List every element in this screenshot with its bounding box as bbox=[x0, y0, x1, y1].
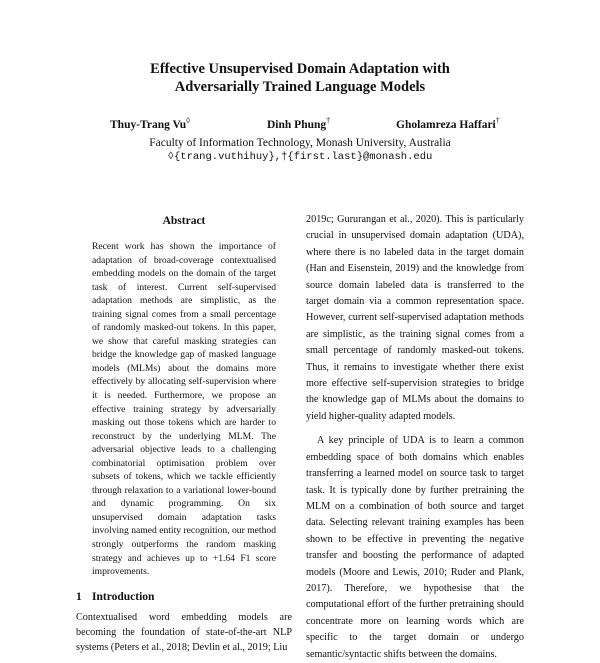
abstract-text: Recent work has shown the importance of adaptation of broad-coverage contextualised embedding models on the domain of the target task of interest. Current self-supervised adaptation methods are simplistic, as the training signal comes from a small percentage of randomly masked-out tokens. In this paper, we show that careful masking strategies can bridge the knowledge gap of masked language models (MLMs) about the domains more effectively by allocating self-supervision where it is needed. Furthermore, we propose an effective training strategy by adversarially masking out those tokens which are harder to reconstruct by the underlying MLM. The adversarial objective leads to a challenging combinatorial optimisation problem over subsets of tokens, which we tackle efficiently through relaxation to a variational lower-bound and dynamic programming. On six unsupervised domain adaptation tasks involving named entity recognition, our method strongly outperforms the random masking strategy and achieves up to +1.64 F1 score improvements. bbox=[92, 241, 276, 578]
title-line-1: Effective Unsupervised Domain Adaptation with bbox=[150, 61, 450, 77]
abstract-heading: Abstract bbox=[162, 215, 206, 227]
left-column bbox=[76, 213, 292, 655]
body-paragraph-1: 2019c; Gururangan et al., 2020). This is particularly crucial in unsupervised domain adaptation (UDA), where there is no labeled data in the target domain (Han and Eisenstein, 2019) and the knowledge from source domain labeled data is transferred to the target domain via a common representation space. However, current self-supervised adaptation methods are simplistic, as the training signal comes from a small percentage of randomly masked-out tokens. Thus, it remains to investigate whether there exist more effective self-supervision strategies to bridge the knowledge gap of MLMs about the domains to yield higher-quality adapted models. bbox=[306, 214, 524, 422]
paper-title bbox=[0, 60, 600, 96]
author-name: Dinh Phung bbox=[267, 119, 327, 131]
author-list bbox=[0, 116, 600, 135]
intro-paragraph: Contextualised word embedding models are becoming the foundation of state-of-the-art NLP systems (Peters et al., 2018; Devlin et al., 2019; Liu bbox=[76, 611, 292, 654]
author-2 bbox=[267, 116, 331, 131]
title-line-2: Adversarially Trained Language Models bbox=[174, 79, 426, 95]
body-paragraph-2: A key principle of UDA is to learn a common embedding space of both domains which enables transferring a learned model on source task to target task. It is typically done by further pretraining the MLM on a combination of both source and target data. Selecting relevant training examples has been shown to be effective in preventing the negative transfer and boosting the performance of adapted models (Moore and Lewis, 2010; Ruder and Plank, 2017). Therefore, we hypothesise that the computational effort of the further pretraining should concentrate more on learning words which are specific to the target domain or undergo semantic/syntactic shifts between the domains. bbox=[306, 435, 524, 660]
author-mark: † bbox=[326, 116, 331, 126]
author-mark: † bbox=[495, 116, 500, 126]
author-1 bbox=[110, 116, 191, 131]
section-title: Introduction bbox=[92, 590, 155, 603]
author-name: Thuy-Trang Vu bbox=[110, 119, 187, 131]
author-mark: ◊ bbox=[186, 116, 191, 126]
author-name: Gholamreza Haffari bbox=[396, 119, 496, 131]
right-column bbox=[306, 212, 524, 663]
author-emails: ◊{trang.vuthihuy},†{first.last}@monash.edu bbox=[167, 151, 433, 163]
affiliation: Faculty of Information Technology, Monash University, Australia bbox=[149, 137, 451, 149]
section-number: 1 bbox=[76, 590, 82, 603]
intro-heading bbox=[76, 590, 292, 605]
author-3 bbox=[396, 116, 500, 131]
